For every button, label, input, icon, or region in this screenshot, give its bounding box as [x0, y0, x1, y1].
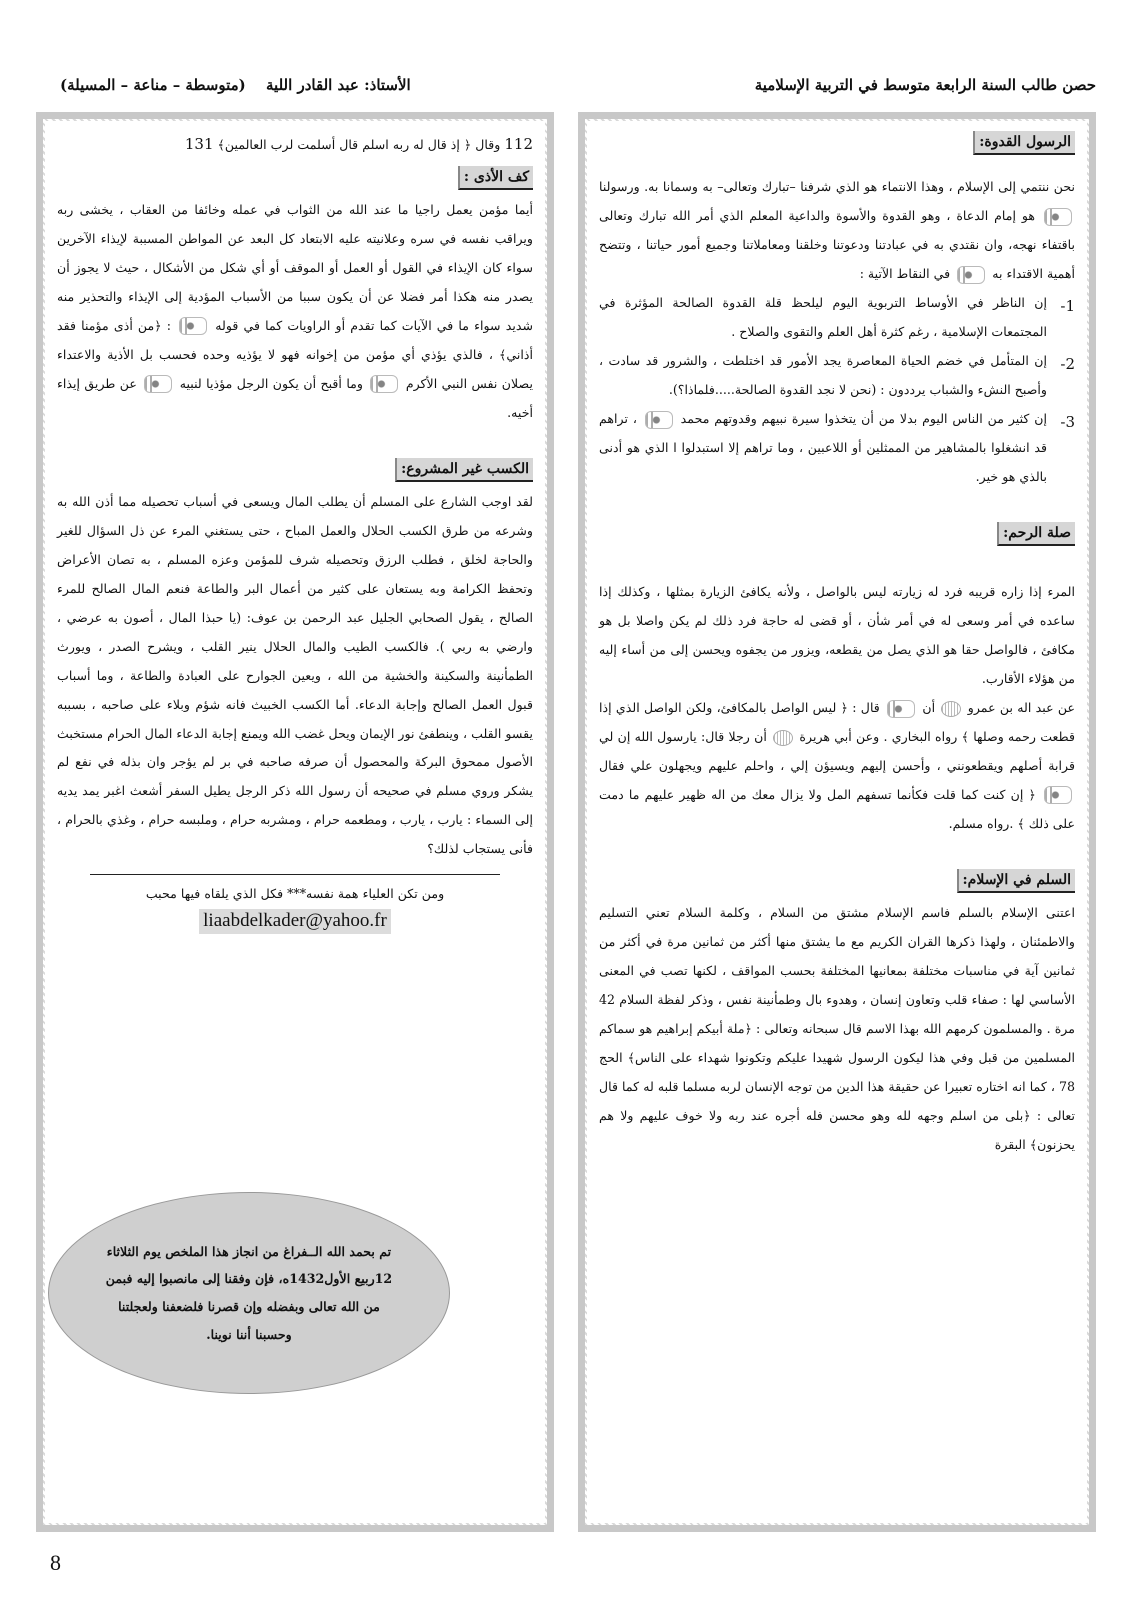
- salawat-calligraphy-icon: [1044, 786, 1072, 804]
- right-column: [578, 112, 1096, 1532]
- list-item: 3- إن كثير من الناس اليوم بدلا من أن يتخذوا سيرة نبيهم وقدوتهم محمد ، تراهم قد انشغلوا بالمشاهير من الممثلين أو اللاعبين ، وما تراهم إلا استبدلوا ا الذي هو أدنى بالذي هو خير.: [599, 411, 1075, 484]
- paragraph: لقد اوجب الشارع على المسلم أن يطلب المال ويسعى في أسباب تحصيله مما أذن الله به وشرعه من طرق الكسب الحلال والعمل المباح ، حتى يستغني المرء عن ذل السؤال للغير والحاجة لخلق ، فطلب الرزق وتحصيله شرف للمؤمن وعزه المسلم ، به تصان الأعراض وتحفظ الكرامة وبه يستعان على كثير من أعمال البر والطاعة فنعم المال الصالح للمرء الصالح ، يقول الصحابي الجليل عبد الرحمن بن عوف: (يا حبذا المال ، أصون به عرضي ، وارضي به ربي ). فالكسب الطيب والمال الحلال ينير القلب ، ويشرح الصدر ، ويورث الطمأنينة والسكينة والخشية من الله ، ويعين الجوارح على العبادة والطاعة ، وما أسباب قبول العمل الصالح وإجابة الدعاء. أما الكسب الخبيث فانه شؤم وبلاء على صاحبه ، بسببه يقسو القلب ، وينطفئ نور الإيمان ويحل غضب الله ويمنع إجابة الدعاء المال الحرام مستخبث الأصول ممحوق البركة والمحصول أن صرفه صاحبه في بر لم يؤجر وان بذله في نفع لم يشكر وروي مسلم في صحيحه أن رسول الله ذكر الرجل يطيل السفر أشعث اغبر يمد يديه إلى السماء : يارب ، يارب ، ومطعمه حرام ، ومشربه حرام ، وملبسه حرام ، وغذي بالحرام ، فأنى يستجاب لذلك؟: [57, 493, 533, 857]
- section-heading-prophet-role-model: الرسول القدوة:: [973, 131, 1075, 155]
- list-item: 2- إن المتأمل في خضم الحياة المعاصرة يجد الأمور قد اختلطت ، والشرور قد سادت ، وأصبح النشء والشباب يرددون : (نحن لا نجد القدوة الصالحة.....فلماذا؟).: [599, 353, 1075, 398]
- salawat-calligraphy-icon: [887, 700, 915, 718]
- closing-note: تم بحمد الله الــفراغ من انجاز هذا الملخص يوم الثلاثاء 12ربيع الأول1432ه، فإن وفقنا إلى مانصبوا إليه فبمن من الله تعالى وبفضله وإن قصرنا فلضعفنا ولعجلتنا وحسبنا أننا نوينا.: [48, 1192, 450, 1394]
- divider: [90, 874, 500, 875]
- document-title: حصن طالب السنة الرابعة متوسط في التربية الإسلامية: [754, 76, 1096, 94]
- section-heading-kinship: صلة الرحم:: [997, 522, 1075, 546]
- paragraph: اعتنى الإسلام بالسلم فاسم الإسلام مشتق من السلام ، وكلمة السلام تعني التسليم والاطمئنان ، ولهذا ذكرها القران الكريم مع ما يشتق منها أكثر من ثمانين مرة في أكثر من ثمانين آية في مناسبات مختلفة بمعانيها المختلفة بحسب المواقف ، لكنها تصب في المعنى الأساسي لها : صفاء قلب وتعاون إنسان ، وهدوء بال وطمأنينة نفس ، وذكر لفظة السلام 42 مرة . والمسلمون كرمهم الله بهذا الاسم قال سبحانه وتعالى : ﴿ملة أبيكم إبراهيم هو سماكم المسلمين من قبل وفي هذا ليكون الرسول شهيدا عليكم وتكونوا شهداء على الناس﴾ الحج 78 ، كما انه اختاره تعبيرا عن حقيقة هذا الدين من توجه الإنسان لربه مسلما قلبه له كما قال تعالى : ﴿بلى من اسلم وجهه لله وهو محسن فله أجره عند ربه ولا خوف عليهم ولا هم يحزنون﴾ البقرة: [599, 905, 1075, 1152]
- paragraph: المرء إذا زاره قريبه فرد له زيارته ليس بالواصل ، ولأنه يكافئ الزيارة بمثلها ، وكذلك إذا ساعده في أمر وسعى له في أمر شأن ، أو قضى له حاجة فرد ذلك لم يكن واصلا بل هو مكافئ ، فالواصل حقا هو الذي يصل من يقطعه، ويزور من يجفوه ويحسن إلى من أساء إليه من هؤلاء الأقارب.: [599, 584, 1075, 687]
- radiallahu-calligraphy-icon: [941, 701, 961, 717]
- section-heading-unlawful-earnings: الكسب غير المشروع:: [395, 458, 533, 482]
- page-header: [36, 72, 1096, 102]
- salawat-calligraphy-icon: [144, 375, 172, 393]
- school-location: (متوسطة – مناعة – المسيلة): [60, 76, 246, 94]
- right-column-content: [587, 121, 1087, 1523]
- salawat-calligraphy-icon: [957, 266, 985, 284]
- salawat-calligraphy-icon: [370, 375, 398, 393]
- poem-verse: ومن تكن العلياء همة نفسه*** فكل الذي يلقاه فيها محبب: [145, 886, 445, 902]
- paragraph: نحن ننتمي إلى الإسلام ، وهذا الانتماء هو الذي شرفنا –تبارك وتعالى– به وسمانا به. ورسولنا هو إمام الدعاة ، وهو القدوة والأسوة والداعية المعلم الذي أمر الله تبارك وتعالى باقتفاء نهجه، وان نقتدي به في عبادتنا ودعوتنا وخلقنا ومعاملاتنا وجميع أمور حياتنا ، وتتضح أهمية الاقتداء به في النقاط الآتية :: [599, 173, 1075, 289]
- teacher-name: الأستاذ: عبد القادر اللية: [266, 76, 411, 94]
- section-heading-refrain-from-harm: كف الأذى :: [458, 166, 533, 190]
- salawat-calligraphy-icon: [179, 317, 207, 335]
- list-item: 1- إن الناظر في الأوساط التربوية اليوم ليلحظ قلة القدوة الصالحة المؤثرة في المجتمعات الإسلامية ، رغم كثرة أهل العلم والتقوى والصلاح .: [599, 295, 1075, 340]
- section-heading-peace-in-islam: السلم في الإسلام:: [957, 869, 1076, 893]
- paragraph: أيما مؤمن يعمل راجيا ما عند الله من الثواب في عمله وخائفا من العقاب ، يخشى ربه ويراقب نفسه في سره وعلانيته عليه الابتعاد كل البعد عن المواطن المسببة لإيذاء الآخرين سواء كان الإيذاء في القول أو العمل أو الموقف أو أي شكل من الأشكال ، حيث لا يجوز أن يصدر منه هكذا أمر فضلا عن أن يكون سببا من الأسباب المؤدية إلى الإيذاء والتحذير منه شديد سواء ما في الآيات كما تقدم أو الراويات كما في قوله : ﴿من أذى مؤمنا فقد أذاني﴾ ، فالذي يؤذي أي مؤمن من إخوانه فهو لا يؤذيه وحده فحسب بل الأذية والاعتداء يصلان نفس النبي الأكرم وما أقبح أن يكون الرجل مؤذيا لنبيه عن طريق إيذاء أخيه.: [57, 201, 533, 420]
- salawat-calligraphy-icon: [1044, 208, 1072, 226]
- page-number: 8: [50, 1550, 61, 1575]
- paragraph: عن عبد اله بن عمرو أن قال : ﴿ ليس الواصل بالمكافئ، ولكن الواصل الذي إذا قطعت رحمه وصلها ﴾ رواه البخاري . وعن أبي هريرة أن رجلا قال: يارسول الله إن لي قرابة أصلهم ويقطعونني ، وأحسن إليهم ويسيؤن إلي ، واحلم عليهم ويجهلون علي فقال ﴿ إن كنت كما قلت فكأنما تسفهم المل ولا يزال معك من اله ظهير عليهم ما دمت على ذلك ﴾ .رواه مسلم.: [599, 700, 1075, 831]
- salawat-calligraphy-icon: [645, 411, 673, 429]
- radiallahu-calligraphy-icon: [773, 730, 793, 746]
- author-email: liaabdelkader@yahoo.fr: [57, 908, 533, 937]
- verse-line: 112 وقال ﴿ إذ قال له ربه اسلم قال أسلمت لرب العالمين﴾ 131: [184, 135, 533, 153]
